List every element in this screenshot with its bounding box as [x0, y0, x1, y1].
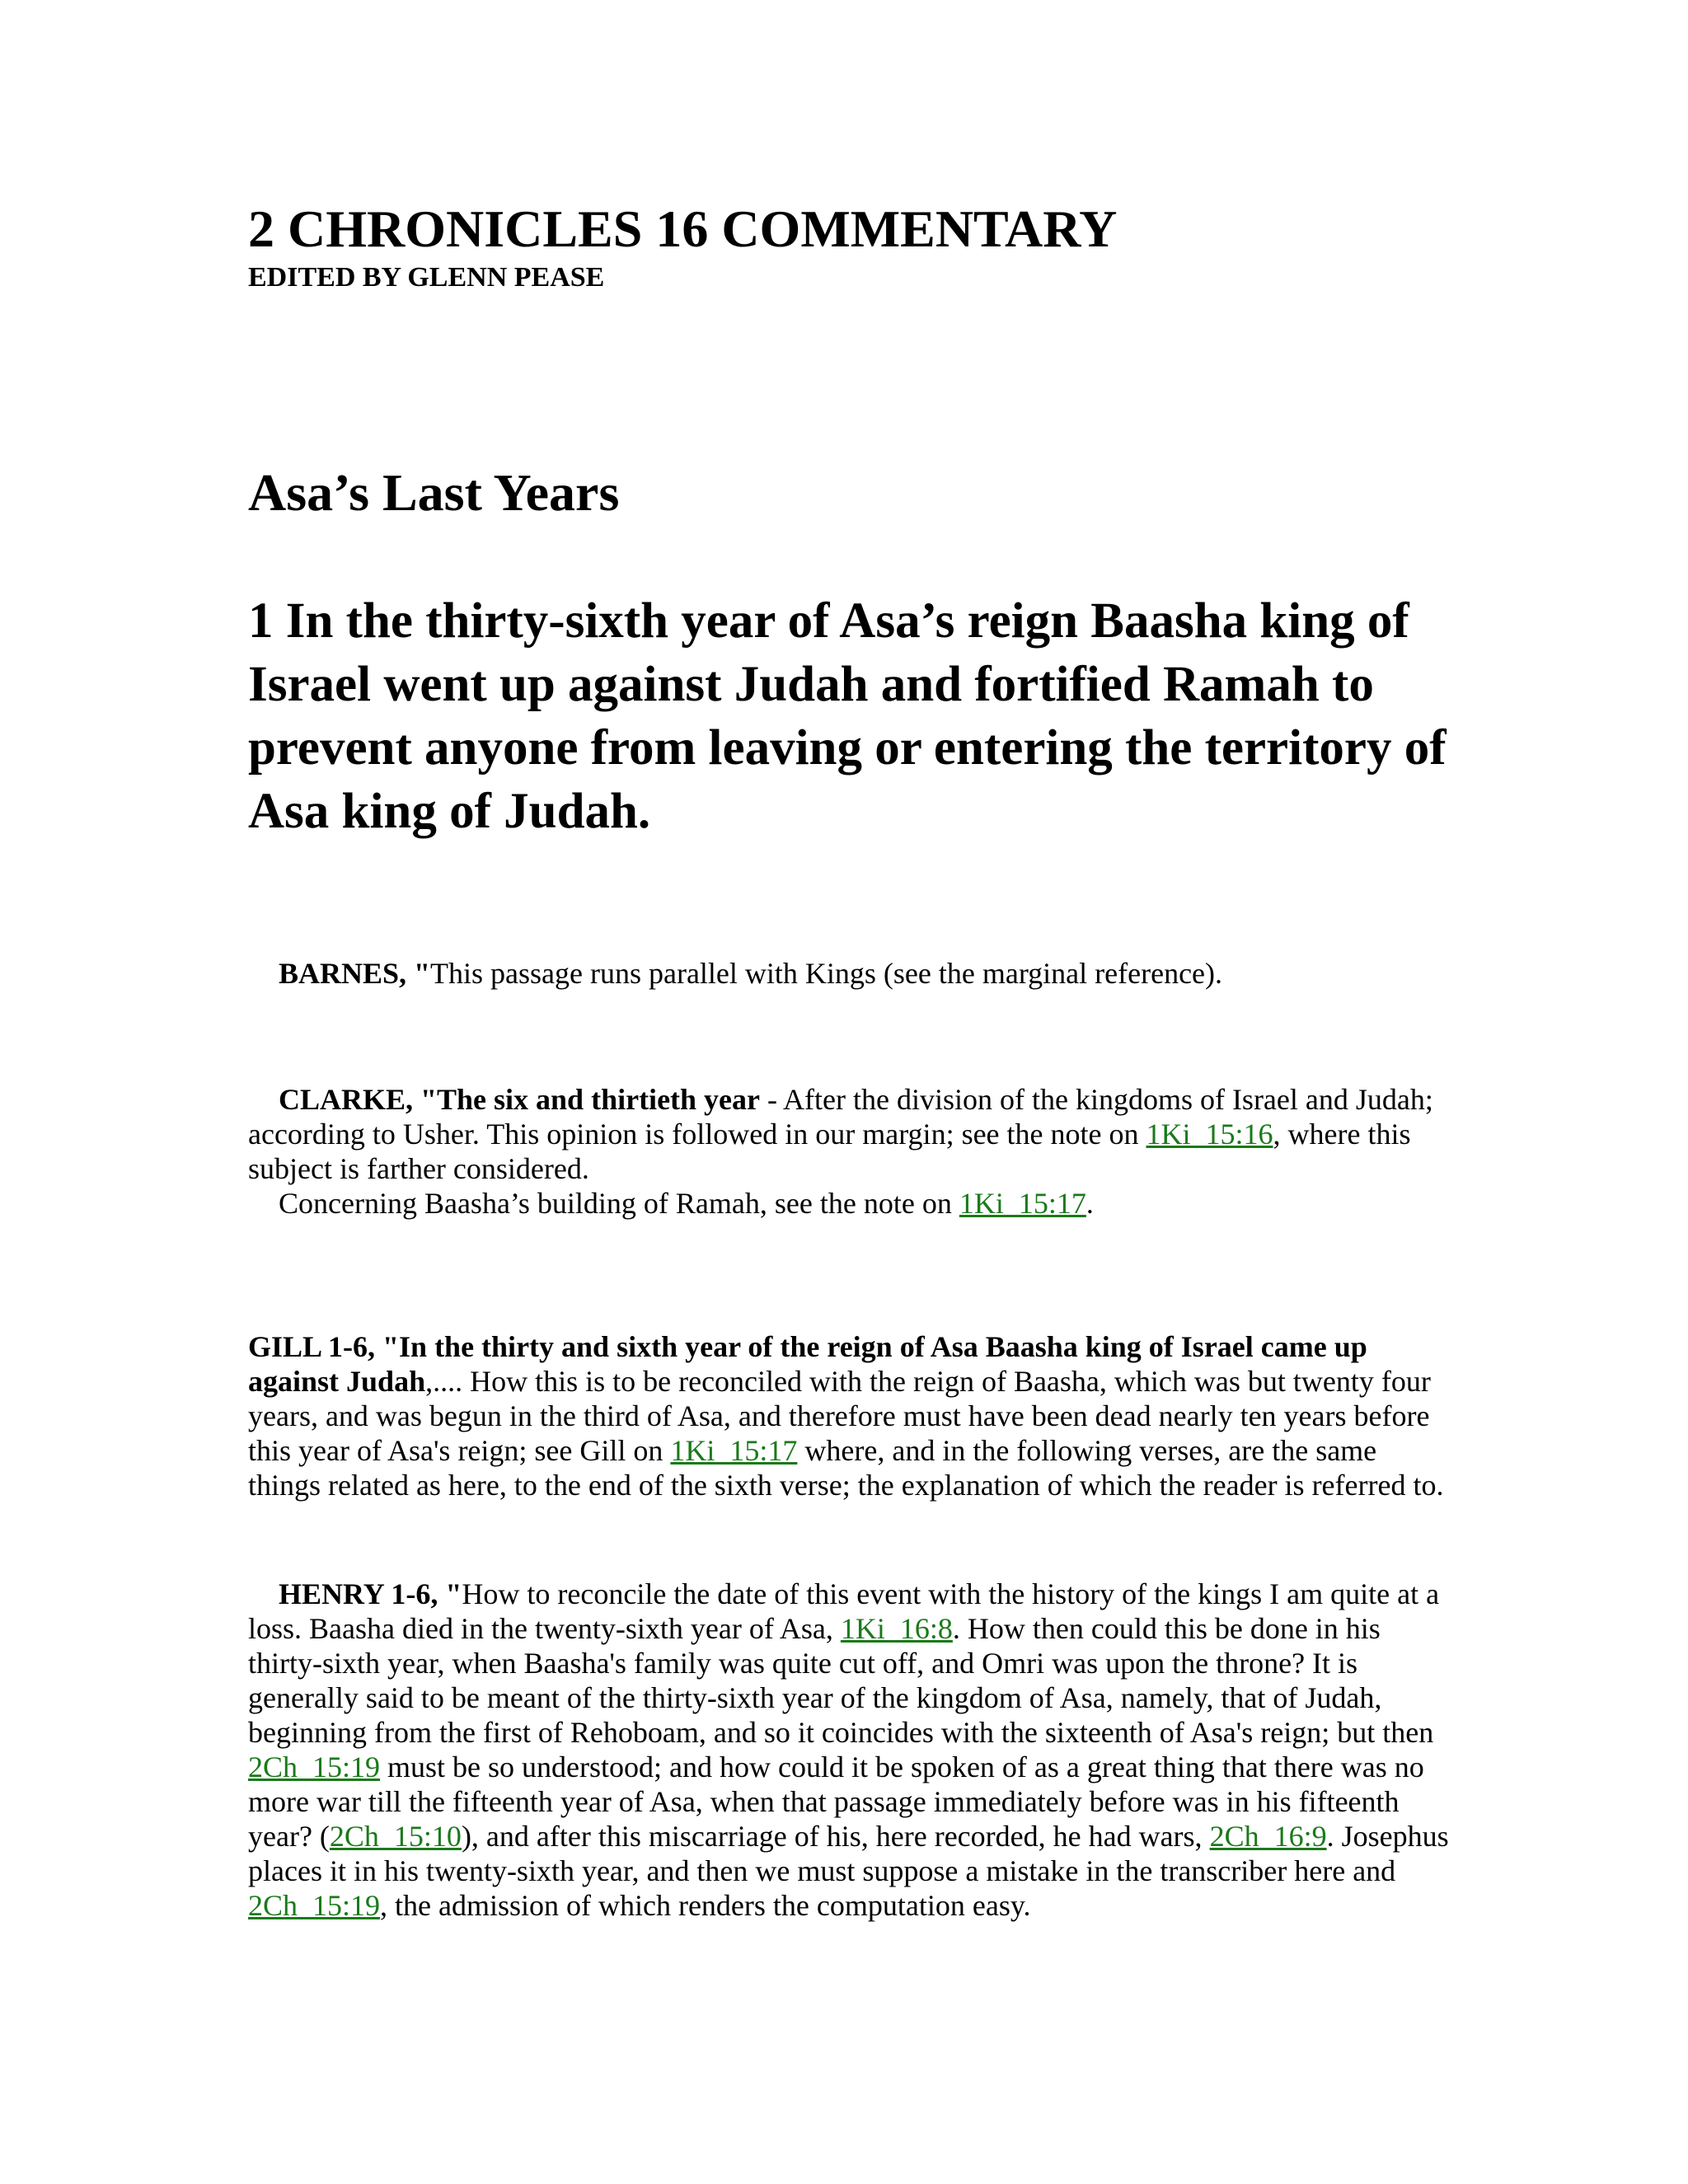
henry-label: HENRY 1-6, "	[279, 1577, 462, 1610]
gill-text-2: where, and in the following verses, are the same things related as here, to the end of the sixth verse; the explanation of which the reader is referred to.	[248, 1434, 1444, 1502]
gill-bold-text: In the thirty and sixth year of the reign of Asa Baasha king of Israel came up against Judah	[248, 1330, 1367, 1398]
clarke-commentary	[248, 1082, 1451, 1221]
clarke-text-1: - After the division of the kingdoms of Israel and Judah; according to Usher. This opinion is followed in our margin; see the note on	[248, 1083, 1433, 1151]
gill-commentary	[248, 1329, 1451, 1502]
barnes-commentary	[248, 956, 1451, 991]
scripture-link[interactable]: 1Ki_15:17	[959, 1187, 1086, 1220]
clarke-bold-text: The six and thirtieth year	[437, 1083, 761, 1116]
scripture-link[interactable]: 1Ki_15:16	[1146, 1118, 1273, 1151]
clarke-text-4: .	[1085, 1187, 1094, 1220]
editor-line: EDITED BY GLENN PEASE	[248, 262, 605, 293]
clarke-text-3: Concerning Baasha’s building of Ramah, see the note on	[279, 1187, 959, 1220]
barnes-label: BARNES, "	[279, 957, 431, 990]
scripture-link[interactable]: 1Ki_15:17	[670, 1434, 798, 1467]
henry-text-5: . Josephus places it in his twenty-sixth year, and then we must suppose a mistake in the transcriber here and	[248, 1820, 1449, 1887]
scripture-link[interactable]: 2Ch_15:10	[329, 1820, 462, 1853]
scripture-link[interactable]: 2Ch_15:19	[248, 1750, 381, 1783]
gill-label: GILL 1-6, "	[248, 1330, 400, 1363]
henry-text-2: . How then could this be done in his thirty-sixth year, when Baasha's family was quite cut off, and Omri was upon the throne? It is generally said to be meant of the thirty-sixth year of the kingdom of Asa, namely, that of Judah, beginning from the first of Rehoboam, and so it coincides with the sixteenth of Asa's reign; but then	[248, 1612, 1434, 1749]
henry-text-3: must be so understood; and how could it be spoken of as a great thing that there was no more war till the fifteenth year of Asa, when that passage immediately before was in his fifteenth year? (	[248, 1750, 1424, 1853]
document-page	[248, 198, 1451, 1922]
scripture-link[interactable]: 2Ch_15:19	[248, 1889, 381, 1922]
clarke-paragraph-1	[248, 1082, 1451, 1186]
section-heading: Asa’s Last Years	[248, 463, 620, 522]
scripture-link[interactable]: 2Ch_16:9	[1209, 1820, 1327, 1853]
verse-text: 1 In the thirty-sixth year of Asa’s reign Baasha king of Israel went up against Judah and fortified Ramah to prevent anyone from leaving or entering the territory of Asa king of Judah.	[248, 593, 1447, 839]
scripture-link[interactable]: 1Ki_16:8	[840, 1612, 953, 1645]
henry-text-1: How to reconcile the date of this event with the history of the kings I am quite at a loss. Baasha died in the twenty-sixth year of Asa,	[248, 1577, 1440, 1645]
document-title: 2 CHRONICLES 16 COMMENTARY	[248, 199, 1118, 258]
clarke-text-2: , where this subject is farther considered.	[248, 1118, 1411, 1185]
henry-text-6: , the admission of which renders the computation easy.	[380, 1889, 1031, 1922]
clarke-label: CLARKE, "	[279, 1083, 438, 1116]
henry-text-4: ), and after this miscarriage of his, here recorded, he had wars,	[461, 1820, 1210, 1853]
henry-commentary	[248, 1577, 1451, 1923]
clarke-paragraph-2	[248, 1186, 1451, 1221]
barnes-text: This passage runs parallel with Kings (see the marginal reference).	[430, 957, 1223, 990]
gill-text-1: ,.... How this is to be reconciled with the reign of Baasha, which was but twenty four years, and was begun in the third of Asa, and therefore must have been dead nearly ten years before this year of Asa's reign; see Gill on	[248, 1365, 1431, 1467]
